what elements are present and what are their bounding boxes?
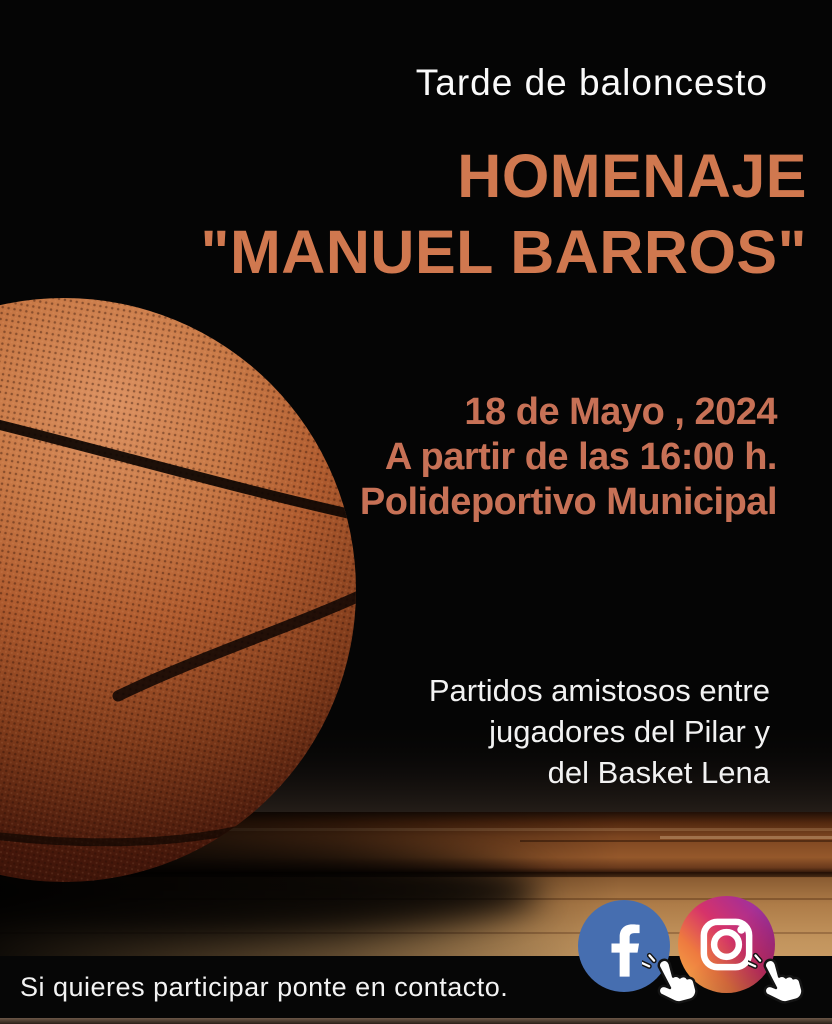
click-hand-icon — [748, 948, 804, 1012]
bottom-edge-line — [0, 1018, 832, 1024]
click-hand-icon — [642, 948, 698, 1012]
event-time: A partir de las 16:00 h. — [384, 436, 777, 478]
event-venue: Polideportivo Municipal — [359, 481, 777, 523]
description-line: Partidos amistosos entre — [428, 673, 770, 708]
description-line: del Basket Lena — [547, 755, 770, 790]
poster-title — [201, 138, 807, 290]
event-details — [360, 390, 777, 525]
event-description — [429, 670, 770, 793]
poster-subtitle: Tarde de baloncesto — [415, 62, 768, 103]
title-line-2: "MANUEL BARROS" — [200, 218, 807, 286]
description-line: jugadores del Pilar y — [489, 714, 770, 749]
title-line-1: HOMENAJE — [457, 142, 807, 210]
footer-text: Si quieres participar ponte en contacto. — [20, 971, 509, 1002]
event-date: 18 de Mayo , 2024 — [464, 391, 777, 433]
